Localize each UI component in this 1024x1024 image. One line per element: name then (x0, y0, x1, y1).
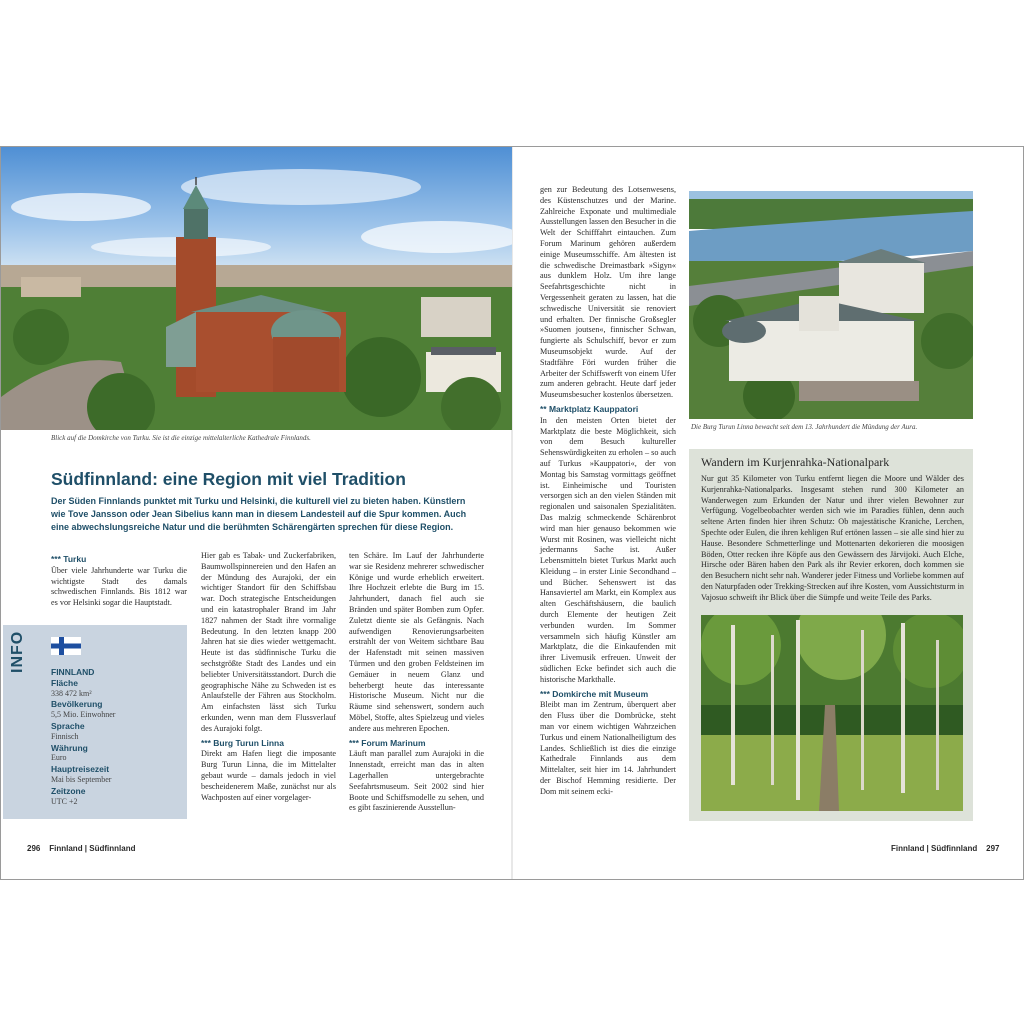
info-value: 338 472 km² (51, 688, 92, 698)
photo-turun-linna (689, 191, 973, 419)
info-key: Hauptreisezeit (51, 764, 110, 775)
info-key: Zeitzone (51, 785, 86, 796)
footer-left (27, 844, 135, 853)
photo-caption-castle: Die Burg Turun Linna bewacht seit dem 13. Jahrhundert die Mündung der Aura. (691, 423, 918, 431)
info-value: UTC +2 (51, 796, 78, 806)
photo-caption-cathedral: Blick auf die Domkirche von Turku. Sie ist die einzige mittelalterliche Kathedrale Finnlands. (51, 434, 311, 442)
heading-turku: *** Turku (51, 554, 87, 564)
footer-right (891, 844, 999, 853)
paragraph-forum-marinum: Läuft man parallel zum Aurajoki in die Innenstadt, erreicht man das in alten Lagerhallen untergebrachte Seefahrtsmuseum. Seit 2002 sind hier Boote und Schiffsmodelle zu sehen, und es gibt faszinierende Ausstellun- (349, 749, 484, 813)
info-key: Sprache (51, 720, 85, 731)
paragraph-turku-history: Hier gab es Tabak- und Zuckerfabriken, Baumwollspinnereien und den Hafen an der Mündung des Aurajoki, der ein wichtiger Standort für den Schiffsbau war. Doch strategische Entscheidungen und ein katastrophaler Brand im Jahr 1827 nahmen der Stadt ihre vormalige Bedeutung. In den letzten knapp 200 Jahren hat sie dies wieder wettgemacht. Heute ist das südfinnische Turku die sechstgrößte Stadt des Landes und ein beliebter Universitätsstandort. Durch die geographische Nähe zu Schweden ist es Anlaufstelle der Fähren aus Stockholm. Am einfachsten lässt sich Turku erkunden, wenn man dem Flussverlauf des Aurajoki folgt. (201, 551, 336, 733)
lead-paragraph: Der Süden Finnlands punktet mit Turku und Helsinki, die kulturell viel zu bieten haben. Künstlern wie Tove Jansson oder Jean Sibelius kann man in diesem Landesteil auf die Spur kommen. Auch eine abwechslungsreiche Natur und die berühmten Schärengärten sprechen für diese Region. (51, 496, 467, 532)
section-title: Südfinnland: eine Region mit viel Tradition (51, 469, 406, 489)
paragraph-marktplatz: In den meisten Orten bietet der Marktplatz die beste Möglichkeit, sich von dem Besuch kultureller Sehenswürdigkeiten zu erholen – so auch auf Turkus »Kauppatori«, der von Montag bis Samstag vormittags geöffnet ist. Einheimische und Touristen versorgen sich an den vielen Ständen mit regionalen und saisonalen Spezialitäten. Das malzig schmeckende Schärenbrot wird man hier genauso bekommen wie Wurst mit Rosinen, was vielleicht nicht jedermanns Sache ist. Außer Lebensmitteln bietet Turkus Markt auch Kleidung – in erster Linie Secondhand – und Bücher. Sehenswert ist das Hansaviertel am Markt, ein Komplex aus alten Geschäftshäusern, die baulich durch Elemente der heutigen Zeit verbunden wurden. Im Sommer versammeln sich häufig Künstler am Marktplatz, die die Einkaufenden mit ihrer Livemusik erfreuen. Unweit der südlichen Ecke befindet sich auch die historische Markthalle. (540, 415, 676, 684)
info-body (51, 637, 181, 807)
text-column-3 (349, 551, 484, 814)
page-number-left: 296 (27, 844, 41, 853)
info-value: 5,5 Mio. Einwohner (51, 710, 116, 720)
info-value: Finnisch (51, 731, 79, 741)
heading-marktplatz: ** Marktplatz Kauppatori (540, 403, 639, 414)
footer-section-right: Finnland | Südfinnland (891, 844, 978, 853)
hiking-box-text: Nur gut 35 Kilometer von Turku entfernt liegen die Moore und Wälder des Kurjenrahka-Nationalparks. Insgesamt stehen rund 300 Kilometer an Wanderwegen zum Erkunden der Natur und ihrer vielen Bewohner zur Verfügung. Vogelbeobachter werden sich wie im Paradies fühlen, denn auch seltene Arten finden hier ihren Schutz: Ob majestätische Kraniche, Lerchen, Spechte oder Eulen, die ihren kehligen Ruf ertönen lassen – sie alle sind hier zu Hause. Besondere Schmetterlinge und Mottenarten dekorieren die moosigen Böden, Otter recken ihre Köpfe aus den Gewässern des Järvijoki. Auch Elche, Hirsche oder Bären haben den Park als ihr Revier erkoren, doch kommen sie den Besuchern nicht sehr nah. Wanderer jeder Fitness und Vorliebe kommen auf den Naturpfaden oder Trekking-Strecken auf ihre Kosten, vom Aussichtsturm in Vajosuo schweift ihr Blick über die Sümpfe und weite Teile des Parks. (701, 474, 964, 602)
paragraph-forum-continued: gen zur Bedeutung des Lotsenwesens, des Küstenschutzes und der Marine. Zahlreiche Exponate und multimediale Ausstellungen lassen den Besucher in die Welt der Schifffahrt eintauchen. Zum Forum Marinum gehören außerdem einige Museumsschiffe. Am ältesten ist die schwedische Dreimastbark »Sigyn« aus dunklem Holz. Um ihre lange Seefahrtsgeschichte nicht in Vergessenheit geraten zu lassen, hat die schwedische Universität sie renoviert und erhalten. Der finnische Großsegler »Suomen joutsen«, finnischer Schwan, fungierte als Schulschiff, bevor er zum Museumsobjekt wurde. Auf der Stadtfähre Föri wurden früher die Arbeiter der Schiffswerft von einem Ufer zum anderen gebracht. Heute darf jeder Museumsbesucher kostenlos übersetzen. (540, 185, 676, 400)
paragraph-turku: Über viele Jahrhunderte war Turku die wichtigste Stadt des damals schwedischen Finnlands. Bis 1812 war es vor Helsinki sogar die Hauptstadt. (51, 565, 187, 608)
info-key: Bevölkerung (51, 699, 103, 710)
info-key: Fläche (51, 677, 78, 688)
heading-forum-marinum: *** Forum Marinum (349, 737, 426, 748)
heading-burg-turun-linna: *** Burg Turun Linna (201, 737, 284, 748)
paragraph-burg: Direkt am Hafen liegt die imposante Burg Turun Linna, die im Mittelalter gebaut wurde – damals jedoch in viel bescheidenerem Maße, zunächst nur als Wachposten auf einer vorgelager- (201, 749, 336, 802)
finland-flag-icon (51, 637, 81, 655)
info-box (3, 625, 187, 819)
text-column-4 (540, 185, 676, 798)
photo-turku-cathedral (1, 147, 512, 430)
info-value: Mai bis September (51, 774, 112, 784)
paragraph-domkirche: Bleibt man im Zentrum, überquert aber den Fluss über die Dombrücke, steht man vor einem wichtigen Wahrzeichen Turkus und einem Nationalheiligtum des Landes. Schließlich ist dies die einzige Kathedrale Finnlands aus dem Mittelalter, seit hier im 14. Jahrhundert der Bischof Hemming residierte. Der Dom mit seinem ecki- (540, 700, 676, 796)
page-number-right: 297 (986, 844, 1000, 853)
info-tab (3, 625, 41, 819)
info-key: Währung (51, 742, 88, 753)
heading-domkirche: *** Domkirche mit Museum (540, 688, 649, 699)
info-country: FINNLAND (51, 667, 95, 677)
photo-boardwalk-forest (701, 615, 963, 811)
info-value: Euro (51, 753, 67, 763)
paragraph-burg-continued: ten Schäre. Im Lauf der Jahrhunderte war sie Residenz mehrerer schwedischer Könige und wurde erheblich erweitert. Ihre Hochzeit erlebte die Burg im 15. Jahrhundert, danach fiel auch sie Bränden und später Bomben zum Opfer. Zuletzt diente sie als Gefängnis. Nach aufwendigen Renovierungsarbeiten erstrahlt der von Weitem sichtbare Bau der Hafenstadt mit seinen massiven Türmen und den groben Feldsteinen im Gemäuer in neuem Glanz und beherbergt heute das interessante Historische Museum. Nicht nur die Räume sind sehenswert, sondern auch Möbel, Stoffe, altes Spielzeug und vieles andere aus mehreren Epochen. (349, 551, 484, 733)
text-column-1 (51, 551, 187, 609)
hiking-box-title: Wandern im Kurjenrahka-Nationalpark (701, 455, 890, 469)
footer-section-left: Finnland | Südfinnland (49, 844, 136, 853)
info-label: INFO (9, 630, 26, 673)
book-spread (0, 146, 1024, 880)
text-column-2 (201, 551, 336, 803)
hiking-box (689, 449, 973, 821)
